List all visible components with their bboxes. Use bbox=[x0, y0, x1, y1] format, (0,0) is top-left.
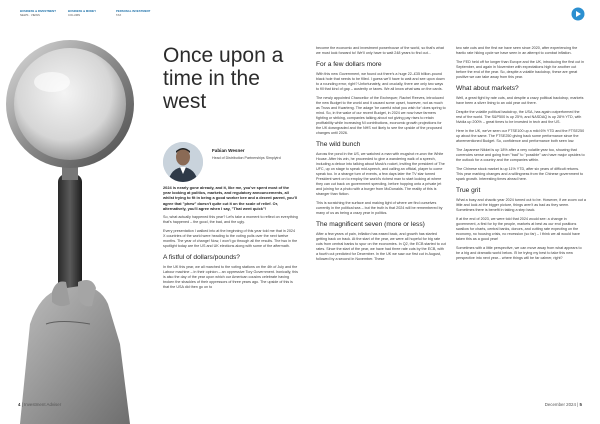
paragraph: two rate cuts and the first we have seen since 2020, after experiencing the frantic rate hiking cycle we have seen in an attempt to combat inflation. bbox=[456, 46, 578, 55]
footer-right bbox=[545, 402, 582, 407]
paragraph: This is scratching the surface and making light of where we find ourselves currently in the political sea – but the truth is that 2024 will be remembered by many of us as being a crazy year in politics. bbox=[316, 201, 443, 215]
paragraph: Here in the UK, we've seen our FTSE100 up a mild 6% YTD and the FTSE250 up about the same. The FTSE250 giving back some performance since the aforementioned Budget. So, confidence and performance both seen low. bbox=[456, 129, 585, 143]
paragraph: What a busy and chaotic year 2024 turned out to be. However, if we zoom out a little and look at the bigger picture, things aren't as bad as they seem. Sometimes there is benefit in taking a step back. bbox=[456, 198, 586, 212]
paragraph: Despite the volatile political backdrop, the USA, has again outperformed the rest of the world. The S&P500 is up 25%, and NASDAQ is up 28% YTD, with Nvidia up 200% – great times to be invested in tech and the US. bbox=[456, 110, 582, 124]
article-headline: Once upon a time in the west bbox=[163, 44, 284, 113]
author-name: Fabian Wesner bbox=[212, 148, 245, 153]
paragraph: The Japanese Nikkei is up 18% after a very volatile year too, showing that currencies sense and going from "bad" to "possible" can have major upsides to the outlook for a country and the companies within. bbox=[456, 148, 585, 162]
paragraph: Across the pond in the US, we watched a man with mugshot re-won the White House. After his win, he proceeded to give a wandering walk of a speech, including a detour into talking about Musk's rocket, inviting the president of The UFC, up on stage to speak mid-speech, and calling an official, player to come speak too. In a strange turn of events, a few days later the TV star turned President went on to employ the world's richest man to start looking at where they can cut back on government spending, before hopping onto a private jet and joining for a photo with a burger from McDonalds. The reality of this is stranger than fiction. bbox=[316, 152, 445, 196]
masthead-item bbox=[20, 10, 58, 17]
issue-date: December 2024 bbox=[544, 402, 576, 407]
masthead-item bbox=[68, 10, 106, 17]
paragraph: Sometimes with a little perspective, we can move away from what appears to be a big and dramatic world below. I'll be trying my best to take this new perspective into next year... where things will be far calmer, right? bbox=[456, 246, 582, 260]
masthead-item bbox=[116, 10, 154, 17]
masthead-title: BUSINESS & MONEY bbox=[68, 9, 97, 13]
paragraph: The Chinese stock market is up 11% YTD, after six years of difficult returns. This year marking changes and a willingness from the Chinese government to spark growth. Interesting times ahead here. bbox=[456, 167, 584, 181]
masthead-title: BUSINESS & INVESTMENT bbox=[20, 9, 56, 13]
paragraph: With this new Government, we found out there's a huge 22–£35 billion-pound black hole that needs to be filled. I guess we'll have to wait and see upon down to a rounding error, right? Unfortunately, and crucially, there are only two ways to fill that kind of gap – austerity or taxes. We all know what was on the cards. bbox=[316, 72, 445, 91]
paragraph: So, what actually happened this year? Let's take a moment to reflect on everything that's happened – the good, the bad, and the ugly. bbox=[163, 215, 298, 225]
paragraph: The FED held off for longer than Europe and the UK, introducing the first cut in September, and again in November with expectations high for another cut before the end of the year. So, despite a volatile backdrop, these are great positive we can take away from this year. bbox=[456, 60, 585, 79]
section-heading: What about markets? bbox=[456, 85, 519, 92]
author-avatar-icon bbox=[163, 142, 203, 182]
author-role: Head of Distribution Partnerships Simplytrd bbox=[212, 156, 281, 160]
paragraph: If at the end of 2023, we were told that 2024 would see: a change in government, a first for by the people, markets at best as our end positions swallow for charts, central banks, donors, and cutting rate expecting on the economy, no housing crisis, no recession (so far) – I think we all would have taken this as a good year! bbox=[456, 217, 580, 241]
author-photo bbox=[163, 142, 203, 182]
paragraph: Every presentation I walked into at the beginning of this year told me that in 2024 X countries of the world were heading to the voting polls over the next twelve months. The year of change! Now, I won't go through all the results. The two in the spotlight today are the US and UK elections along with some of the aftermath. bbox=[163, 229, 298, 249]
footer-divider: | bbox=[577, 402, 580, 407]
footer-divider: | bbox=[21, 402, 25, 407]
publication-name: Investment Adviser bbox=[24, 402, 62, 407]
masthead-sub: COLUMN bbox=[68, 12, 81, 17]
page-number: 4 bbox=[18, 402, 21, 407]
masthead-sub: TAX bbox=[116, 12, 122, 17]
article-column-right bbox=[456, 46, 586, 265]
article-column-middle bbox=[316, 46, 446, 266]
section-heading: A fistful of dollars/pounds? bbox=[163, 254, 240, 262]
paragraph: Well, a great fight by rate cuts, and despite a crazy political backdrop, markets have been a silver lining to an odd year out there. bbox=[456, 96, 584, 105]
paragraph: After a few years of pain, inflation has eased back, and growth has started getting back on track. At the start of the year, we were all hopeful for big rate cuts from central banks to spur on the economies. In Q2, the ECB started to cut rates. Since the start of the year, we have had three rate cuts by the ECB, with a fourth cut predicted for December. In the UK we saw our first cut in August, followed by a second in November. These bbox=[316, 232, 446, 261]
paragraph: The newly appointed Chancellor of the Exchequer, Rachel Reeves, introduced the new Budget to the world and it caused some upset, however, not as much as Truss and Kwarteng. The adage 'be careful what you wish for' does spring to mind. So, in the wake of our recent Budget, in 2024 we now have farmers fighting or striking, companies talking about not giving pay rises to retain profitability while increasing NI contributions, economic growth projections for the UK downgraded and the NHS not likely to see the upside of the proposed changes until 2026. bbox=[316, 96, 446, 135]
author-block bbox=[163, 142, 303, 182]
section-heading: The wild bunch bbox=[316, 141, 361, 148]
section-heading: True grit bbox=[456, 187, 481, 194]
article-column-left bbox=[163, 185, 298, 294]
masthead bbox=[20, 10, 154, 17]
magnifying-glass-illustration bbox=[0, 24, 150, 424]
article-intro: 2024 is nearly gone already, and it, like me, you've spent most of the year looking at politics, markets, and regulatory announcements, all whilst trying to fit in being a good worker bee and a decent parent, you'll agree that "phew" doesn't quite cut it on the scale of relief. Or, alternatively, you'll agree when I say, "That went quick"! bbox=[163, 185, 297, 211]
footer-left bbox=[18, 402, 61, 407]
section-heading: The magnificent seven (more or less) bbox=[316, 221, 425, 228]
paragraph: become the economic and investment powerhouse of the world, so that's what we must look forward to! We'll only have to wait 248 years to find out... bbox=[316, 46, 444, 55]
section-heading: For a few dollars more bbox=[316, 61, 382, 68]
masthead-sub: NEWS · VIEWS bbox=[20, 12, 40, 17]
paragraph: In the UK this year, we all marched to the voting stations on the 4th of July and the Labour machine – in their opinion – an oppressive Tory Government. Ironically, this is also the day of the year upon which our American cousins celebrate having broken the shackles of their oppressors of three years ago. The upside of this is that the USA did then go on to bbox=[163, 265, 298, 290]
publication-logo-icon bbox=[571, 7, 585, 21]
page-number: 5 bbox=[579, 402, 582, 407]
masthead-title: PERSONAL INVESTMENT bbox=[116, 9, 151, 13]
